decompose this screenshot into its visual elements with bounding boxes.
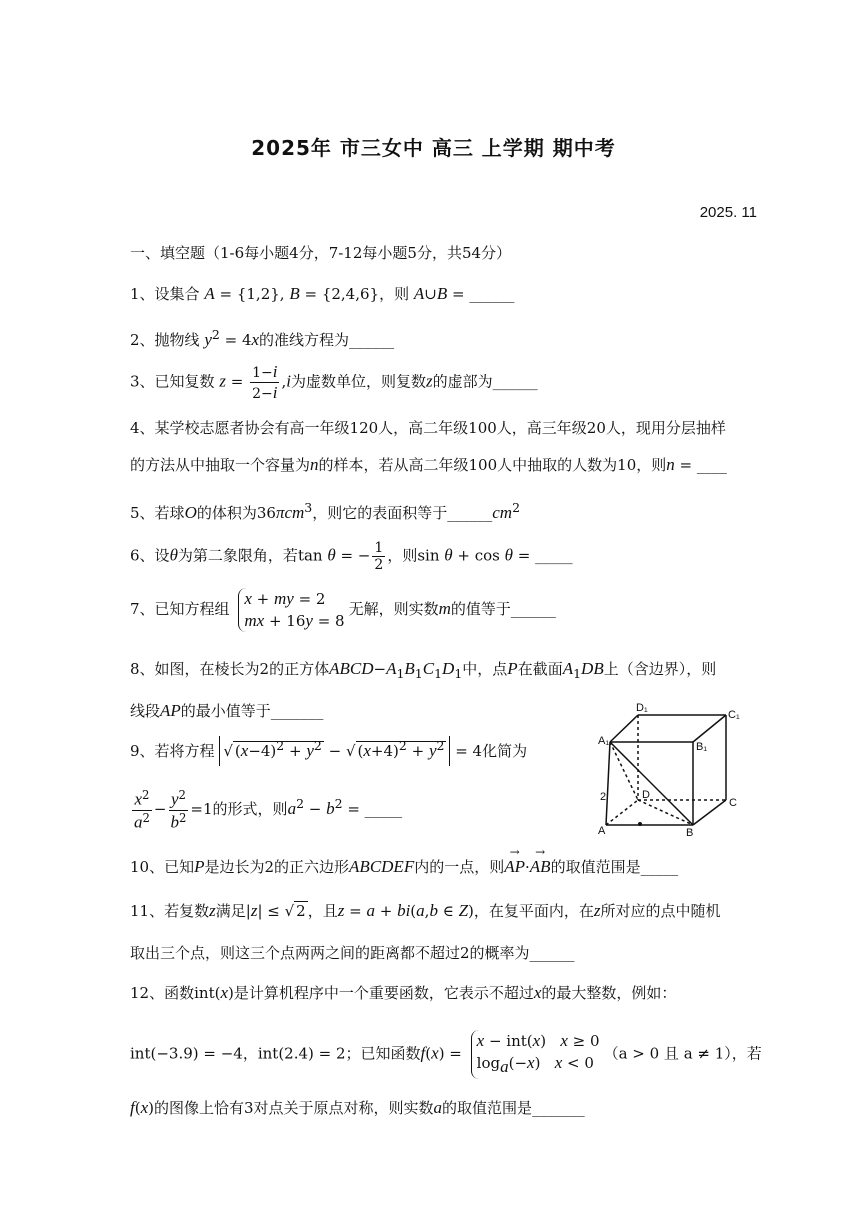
question-7: 7、已知方程组 x + my = 2 mx + 16y = 8无解，则实数m的值等于______: [130, 589, 556, 630]
section-heading: 一、填空题（1-6每小题4分，7-12每小题5分，共54分）: [130, 244, 512, 262]
question-9-line-2: $\frac{x^2}{a^2}$ − $\frac{y^2}{b^2}$ =1的形式，则$a^2 - b^2$ = _____: [134, 788, 403, 832]
point-p-marker: [638, 822, 642, 826]
question-9-line-1: 9、若将方程 √ $(x-4)^2 + y^2$ − √ $(x+4)^2 + y^2 = 4$化简为: [130, 738, 527, 761]
label-a: A: [598, 825, 606, 837]
label-edge-length: 2: [600, 791, 607, 803]
label-a1: A₁: [598, 735, 610, 747]
label-b1: B₁: [696, 741, 708, 753]
question-12-line-2: int(−3.9) = −4，int(2.4) = 2；已知函数f(x) = x − int(x) x ≥ 0 $\log_a(-x) x < 0(a > 0$ 且 a ≠ 1），若: [130, 1030, 762, 1079]
question-4-line-1: 4、某学校志愿者协会有高一年级120人，高二年级100人，高三年级20人，现用分层抽样: [130, 419, 726, 437]
exam-date: 2025. 11: [699, 204, 757, 221]
question-8-line-1: 8、如图，在棱长为2的正方体$ABCD-A_1B_1C_1D_1$中，点P在截面$A_1DB$上（含边界），则: [130, 659, 717, 681]
question-10: 10、已知P是边长为2的正六边形ABCDEF内的一点，则→ AP·→ AB的取值范围是_____: [130, 856, 678, 877]
question-11-line-2: 取出三个点，则这三个点两两之间的距离都不超过2的概率为______: [130, 944, 575, 962]
question-6: 6、设θ为第二象限角，若tan θ = − $\frac{1}{2}$ ，则sin θ + cos θ = _____: [130, 540, 573, 573]
label-b: B: [686, 827, 694, 839]
label-c: C: [729, 797, 737, 809]
edge-ad: [606, 800, 638, 825]
edge-a1d1: [610, 715, 638, 742]
question-4-line-2: 的方法从中抽取一个容量为n的样本，若从高二年级100人中抽取的人数为10，则n = ____: [130, 455, 727, 474]
question-5: 5、若球O的体积为36πcm$^3$，则它的表面积等于$\_\_\_\_\_\_cm^2$: [130, 500, 521, 522]
edge-db: [638, 800, 693, 825]
question-12-line-1: 12、函数int(x)是计算机程序中一个重要函数，它表示不超过x的最大整数，例如：: [130, 983, 677, 1002]
question-2: 2、抛物线 $y^2 = 4x$的准线方程为______: [130, 327, 395, 349]
question-3: 3、已知复数 z = $\frac{1-i}{2-i}$ ,i为虚数单位，则复数z的虚部为______: [130, 362, 538, 402]
edge-bc: [693, 800, 726, 825]
question-1: 1、设集合 A = {1,2}, B = {2,4,6}，则 A∪B = ______: [130, 284, 515, 303]
cube-figure: [598, 700, 748, 840]
edge-a1d: [610, 742, 638, 800]
question-12-line-3: f(x)的图像上恰有3对点关于原点对称，则实数a的取值范围是_______: [130, 1098, 585, 1117]
exam-title: 2025年 市三女中 高三 上学期 期中考: [251, 136, 616, 160]
label-d: D: [642, 789, 650, 801]
label-d1: D₁: [636, 702, 648, 714]
edge-a1a: [606, 742, 610, 825]
question-11-line-1: 11、若复数z满足|z| ≤ √ 2 ，且z = a + bi(a,b ∈ Z)，在复平面内，在z所对应的点中随机: [130, 901, 721, 920]
edge-b1c1: [693, 715, 726, 742]
question-8-line-2: 线段AP的最小值等于_______: [130, 701, 324, 720]
label-c1: C₁: [728, 709, 740, 721]
